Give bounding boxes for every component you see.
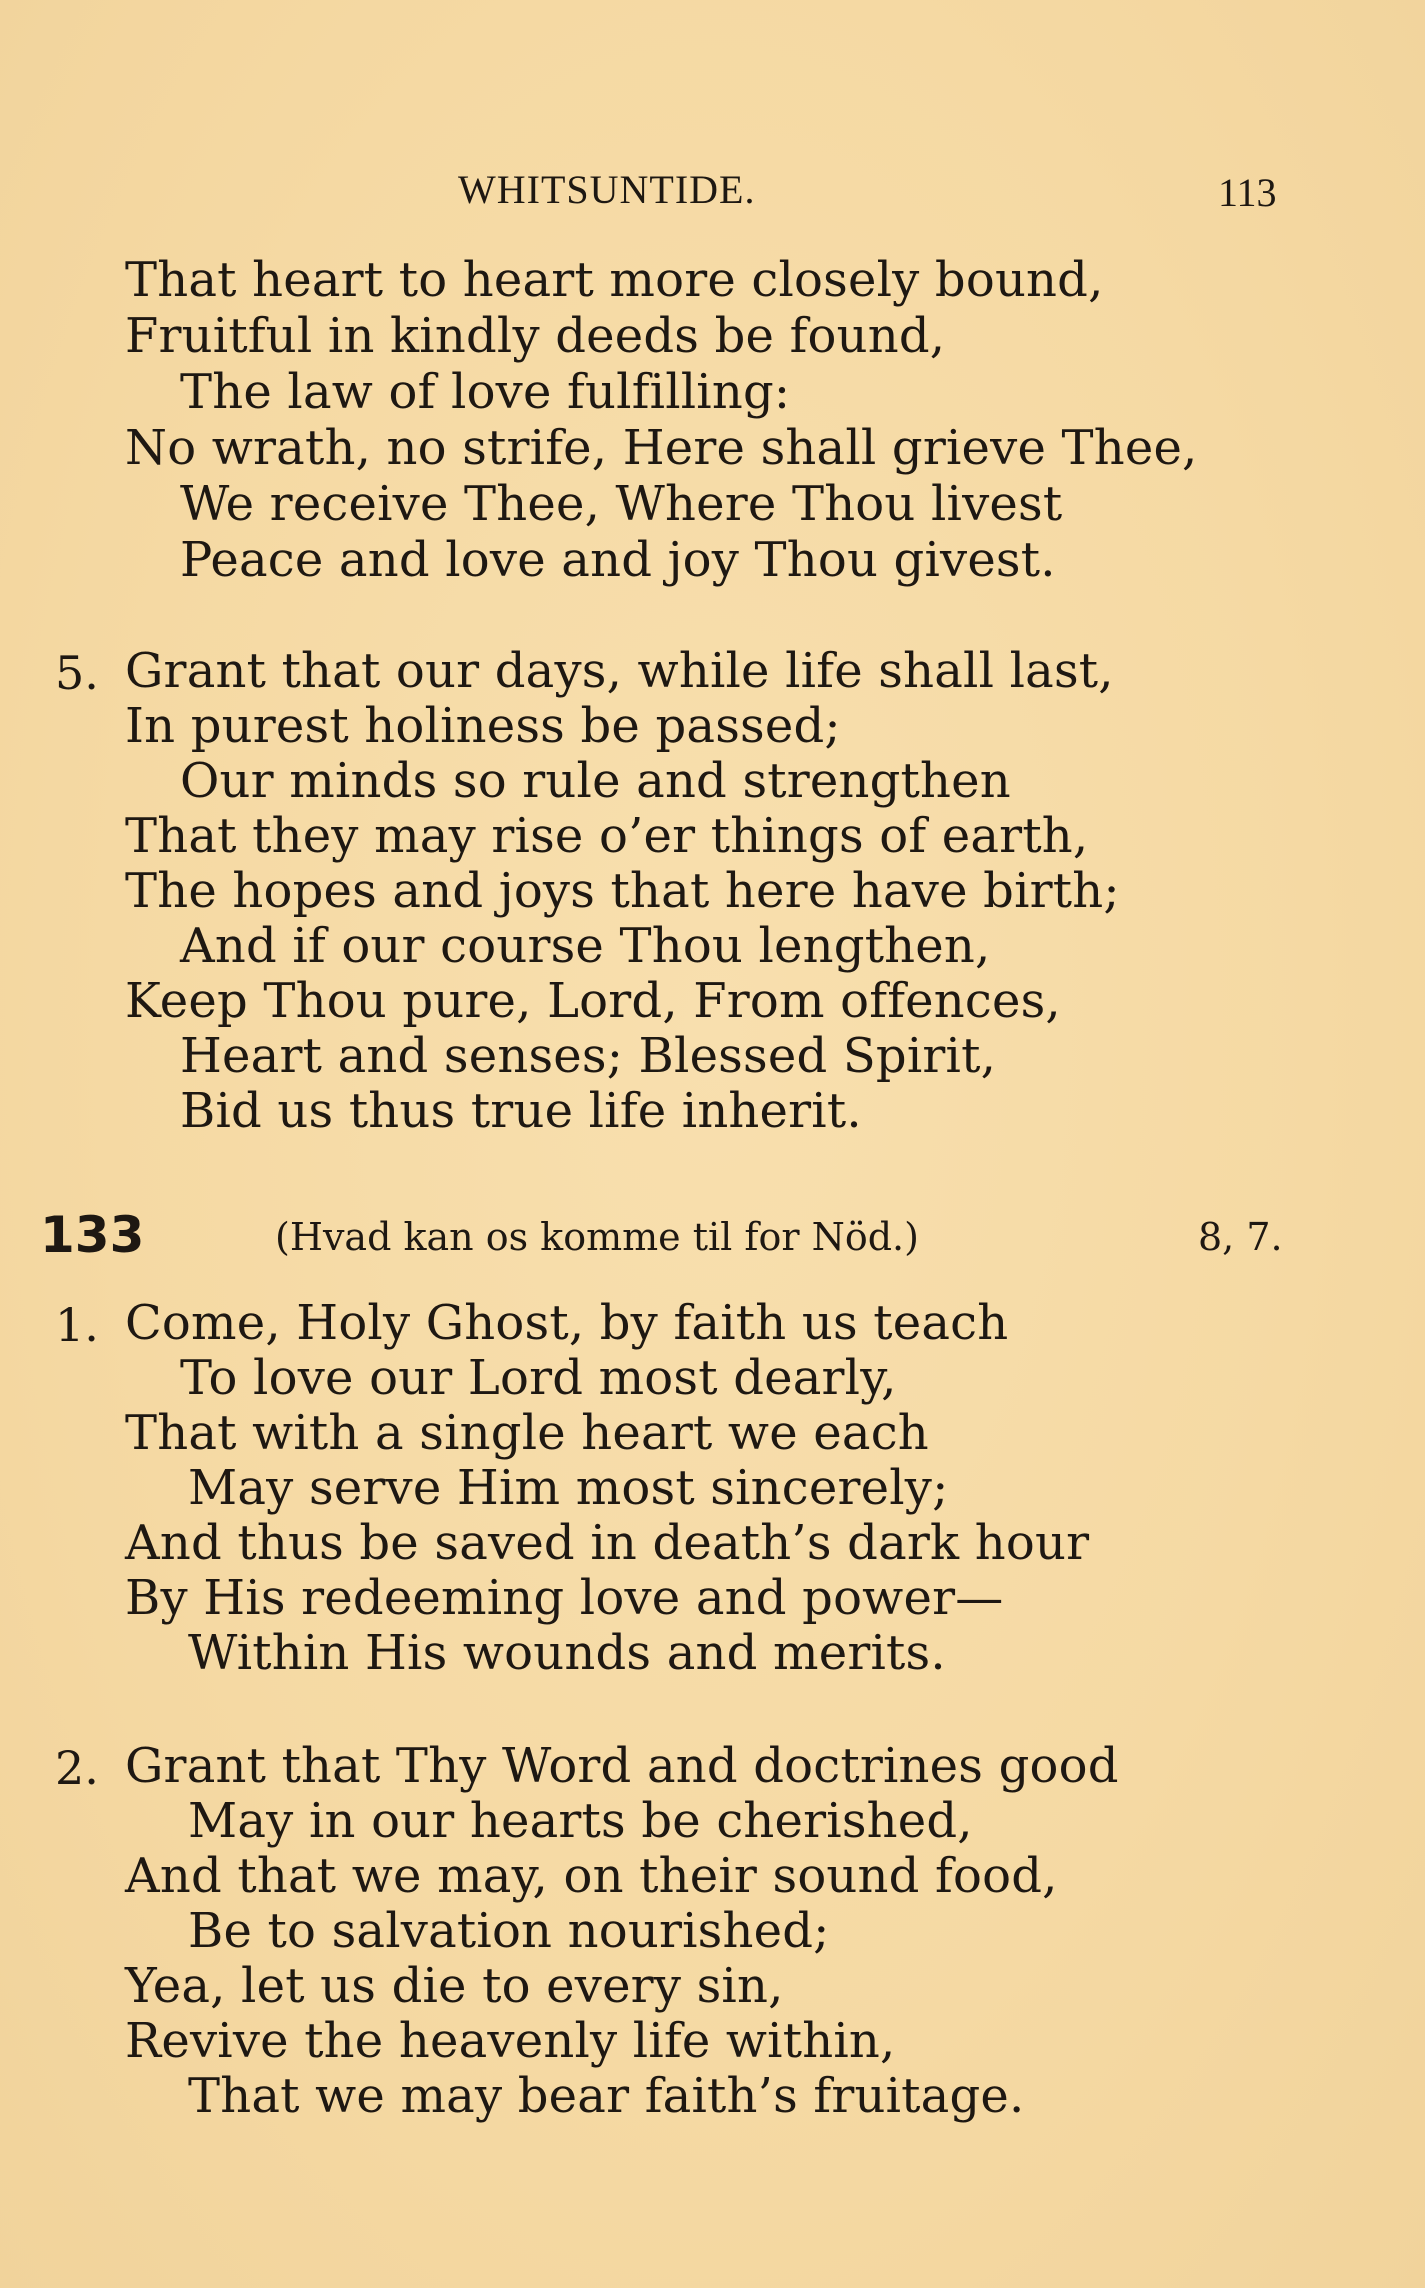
- hymn-original-title: (Hvad kan os komme til for Nöd.): [275, 1215, 919, 1259]
- stanza-line: The law of love fulfilling:: [180, 364, 791, 420]
- hymn-number: 133: [40, 1206, 145, 1264]
- stanza-line: Fruitful in kindly deeds be found,: [125, 308, 946, 364]
- section-title: WHITSUNTIDE.: [458, 167, 756, 212]
- stanza-line: May serve Him most sincerely;: [188, 1460, 949, 1516]
- stanza-line: Grant that our days, while life shall last,: [125, 643, 1114, 699]
- stanza-line: Our minds so rule and strengthen: [180, 753, 1011, 809]
- stanza-line: May in our hearts be cherished,: [188, 1793, 973, 1849]
- stanza-line: Yea, let us die to every sin,: [125, 1958, 784, 2014]
- stanza-line: We receive Thee, Where Thou livest: [180, 476, 1063, 532]
- stanza-line: Bid us thus true life inherit.: [180, 1083, 862, 1139]
- stanza-line: Come, Holy Ghost, by faith us teach: [125, 1295, 1009, 1351]
- stanza-line: And that we may, on their sound food,: [125, 1848, 1058, 1904]
- stanza-line: No wrath, no strife, Here shall grieve Thee,: [125, 420, 1198, 476]
- verse-number: 5.: [55, 646, 99, 700]
- stanza-line: Be to salvation nourished;: [188, 1903, 830, 1959]
- running-head: [0, 160, 1425, 220]
- stanza-line: Peace and love and joy Thou givest.: [180, 532, 1056, 588]
- verse-number: 1.: [55, 1298, 99, 1352]
- stanza-line: And if our course Thou lengthen,: [180, 918, 991, 974]
- stanza-line: That we may bear faith’s fruitage.: [188, 2068, 1025, 2124]
- stanza-line: By His redeeming love and power—: [125, 1570, 1004, 1626]
- stanza-line: To love our Lord most dearly,: [180, 1350, 897, 1406]
- stanza-line: That they may rise o’er things of earth,: [125, 808, 1089, 864]
- verse-number: 2.: [55, 1741, 99, 1795]
- stanza-line: And thus be saved in death’s dark hour: [125, 1515, 1090, 1571]
- stanza-line: The hopes and joys that here have birth;: [125, 863, 1120, 919]
- stanza-line: That heart to heart more closely bound,: [125, 252, 1104, 308]
- hymn-header: [0, 1205, 1425, 1265]
- page-number: 113: [1218, 170, 1277, 215]
- stanza-line: Within His wounds and merits.: [188, 1625, 946, 1681]
- stanza-line: In purest holiness be passed;: [125, 698, 841, 754]
- stanza-line: Keep Thou pure, Lord, From offences,: [125, 973, 1061, 1029]
- stanza-line: That with a single heart we each: [125, 1405, 929, 1461]
- stanza-line: Grant that Thy Word and doctrines good: [125, 1738, 1119, 1794]
- stanza-line: Heart and senses; Blessed Spirit,: [180, 1028, 997, 1084]
- stanza-line: Revive the heavenly life within,: [125, 2013, 896, 2069]
- hymn-meter: 8, 7.: [1198, 1215, 1283, 1259]
